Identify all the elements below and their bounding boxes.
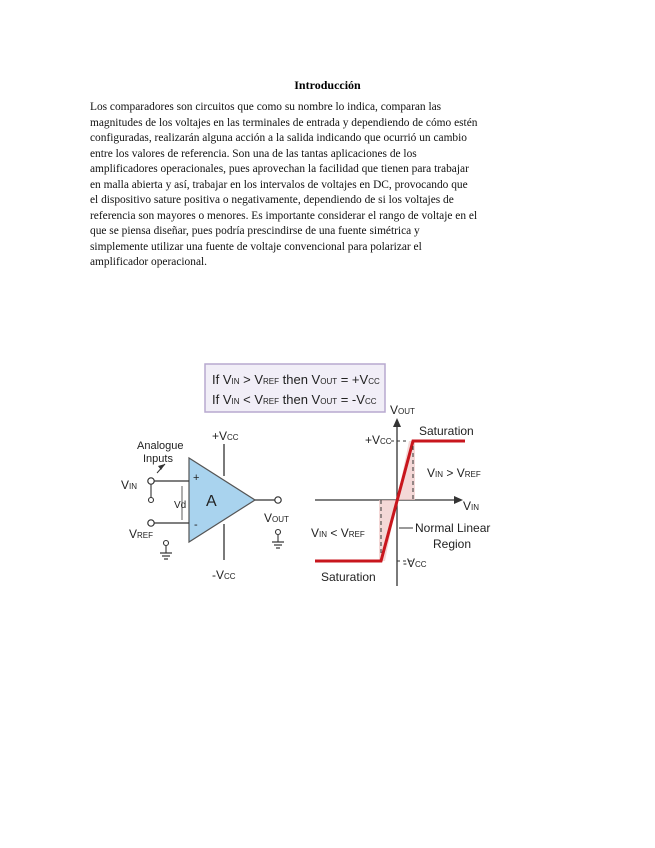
circuit-vref-label: VREF [129, 527, 154, 541]
region-label: Region [433, 537, 472, 551]
rule-line-2: If VIN < VREF then VOUT = -VCC [212, 392, 377, 407]
transfer-graph [311, 403, 490, 586]
graph-vin-axis-label: VIN [463, 499, 480, 513]
vref-ground-terminal [164, 541, 169, 546]
saturation-top-label: Saturation [419, 424, 474, 438]
paragraph-line: Los comparadores son circuitos que como su nombre lo indica, comparan las [90, 101, 442, 113]
vin-less-label: VIN < VREF [311, 526, 365, 540]
circuit-vout-label: VOUT [264, 511, 289, 525]
graph-minus-vcc-label: -VCC [403, 556, 427, 570]
plus-input-sign: + [193, 472, 200, 484]
paragraph-line: referencia son mayores o menores. Es importante considerar el rango de voltaje en el [90, 209, 478, 222]
vout-ground-terminal [276, 530, 281, 535]
paragraph-line: que se piensa diseñar, pues podría prescindirse de una fuente simétrica y [90, 225, 420, 237]
graph-vout-axis-label: VOUT [390, 403, 415, 417]
vref-terminal [148, 520, 154, 526]
paragraph-line: amplificadores operacionales, pues aprovechan la facilidad que tienen para trabajar [90, 163, 469, 175]
saturation-bottom-label: Saturation [321, 570, 376, 584]
paragraph-line: el dispositivo sature positiva o negativamente, dependiendo de si los voltajes de [90, 194, 454, 206]
paragraph-line: entre los valores de referencia. Son una de las tantas aplicaciones de los [90, 147, 417, 160]
paragraph-line: configuradas, realizarán alguna acción a la salida indicando que ocurrió un cambio [90, 132, 467, 144]
circuit-vin-label: VIN [121, 478, 138, 492]
paragraph-line: amplificador operacional. [90, 256, 208, 268]
vd-label: Vd [174, 500, 187, 511]
paragraph-line: en malla abierta y así, trabajar en los intervalos de voltajes en DC, provocando que [90, 178, 468, 191]
opamp-triangle [189, 458, 255, 542]
normal-linear-label: Normal Linear [415, 521, 491, 535]
minus-input-sign: - [194, 519, 198, 531]
inputs-label: Inputs [143, 453, 173, 465]
circuit-plus-vcc: +VCC [212, 429, 239, 443]
opamp-circuit [121, 429, 289, 582]
vout-axis-arrowhead [393, 418, 401, 427]
section-title: Introducción [294, 78, 361, 92]
rule-line-1: If VIN > VREF then VOUT = +VCC [212, 372, 380, 387]
intro-paragraph [90, 100, 540, 271]
comparator-figure [115, 360, 505, 600]
vin-greater-label: VIN > VREF [427, 466, 481, 480]
vout-terminal [275, 497, 281, 503]
vin-axis-arrowhead [454, 496, 463, 504]
vin-terminal [148, 478, 154, 484]
graph-plus-vcc-label: +VCC [365, 433, 392, 447]
circuit-minus-vcc: -VCC [212, 568, 236, 582]
paragraph-line: simplemente utilizar una fuente de voltaje convencional para polarizar el [90, 240, 422, 253]
amp-label: A [206, 493, 217, 510]
analogue-label: Analogue [137, 440, 184, 452]
vin-ground-terminal [149, 498, 154, 503]
paragraph-line: magnitudes de los voltajes en las terminales de entrada y dependiendo de cómo estén [90, 116, 478, 129]
